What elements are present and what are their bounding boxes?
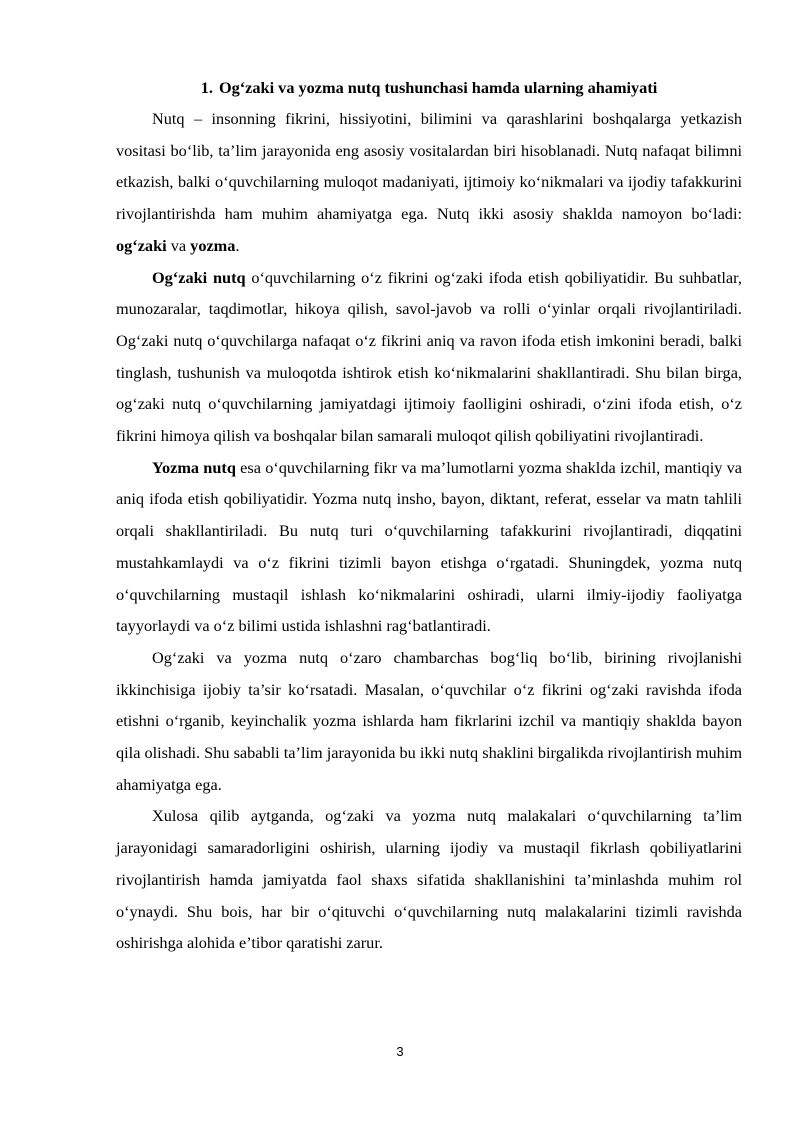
paragraph-text: va xyxy=(166,235,191,255)
paragraph-intro xyxy=(116,103,742,262)
paragraph-text: esa o‘quvchilarning fikr va ma’lumotlarni yozma shaklda izchil, mantiqiy va aniq ifoda etish qobiliyatidir. Yozma nutq insho, bayon, diktant, referat, esselar va matn tahlili orqali shakllantiriladi. Bu nutq turi o‘quvchilarning tafakkurini rivojlantiradi, diqqatini mustahkamlaydi va o‘z fikrini tizimli bayon etishga o‘rgatadi. Shuningdek, yozma nutq o‘quvchilarning mustaqil ishlash ko‘nikmalarini oshiradi, ularni ilmiy-ijodiy faoliyatga tayyorlaydi va o‘z bilimi ustida ishlashni rag‘batlantiradi. xyxy=(116,457,742,636)
paragraph-oral-speech xyxy=(116,262,742,452)
bold-term: Og‘zaki nutq xyxy=(152,267,246,287)
paragraph-text: . xyxy=(235,235,240,255)
section-heading xyxy=(116,72,742,103)
bold-term-written: yozma xyxy=(190,235,236,255)
paragraph-text: Nutq – insonning fikrini, hissiyotini, bilimini va qarashlarini boshqalarga yetkazish vositasi bo‘lib, ta’lim jarayonida eng asosiy vositalardan biri hisoblanadi. Nutq nafaqat bilimni etkazish, balki o‘quvchilarning muloqot madaniyati, ijtimoiy ko‘nikmalari va ijodiy tafakkurini rivojlantirishda ham muhim ahamiyatga ega. Nutq ikki asosiy shaklda namoyon bo‘ladi: xyxy=(116,109,742,224)
paragraph-relationship: Og‘zaki va yozma nutq o‘zaro chambarchas bog‘liq bo‘lib, birining rivojlanishi ikkinchisiga ijobiy ta’sir ko‘rsatadi. Masalan, o‘quvchilar o‘z fikrini og‘zaki ravishda ifoda etishni o‘rganib, keyinchalik yozma ishlarda ham fikrlarini izchil va mantiqiy shaklda bayon qila olishadi. Shu sababli ta’lim jarayonida bu ikki nutq shaklini birgalikda rivojlantirish muhim ahamiyatga ega. xyxy=(116,647,742,794)
paragraph-text: o‘quvchilarning o‘z fikrini og‘zaki ifoda etish qobiliyatidir. Bu suhbatlar, munozaralar, taqdimotlar, hikoya qilish, savol-javob va rolli o‘yinlar orqali rivojlantiriladi. Og‘zaki nutq o‘quvchilarga nafaqat o‘z fikrini aniq va ravon ifoda etish imkonini beradi, balki tinglash, tushunish va muloqotda ishtirok etish ko‘nikmalarini shakllantiradi. Shu bilan birga, og‘zaki nutq o‘quvchilarning jamiyatdagi ijtimoiy faolligini oshiradi, o‘zini ifoda etish, o‘z fikrini himoya qilish va boshqalar bilan samarali muloqot qilish qobiliyatini rivojlantiradi. xyxy=(116,267,742,446)
bold-term-oral: og‘zaki xyxy=(116,235,167,255)
section-title: Og‘zaki va yozma nutq tushunchasi hamda ularning ahamiyati xyxy=(218,78,658,97)
page-number: 3 xyxy=(396,1044,404,1059)
section-number: 1. xyxy=(200,78,213,97)
document-page xyxy=(116,72,742,959)
paragraph-conclusion: Xulosa qilib aytganda, og‘zaki va yozma nutq malakalari o‘quvchilarning ta’lim jarayonidagi samaradorligini oshirish, ularning ijodiy va mustaqil fikrlash qobiliyatlarini rivojlantirish hamda jamiyatda faol shaxs sifatida shakllanishini ta’minlashda muhim rol o‘ynaydi. Shu bois, har bir o‘qituvchi o‘quvchilarning nutq malakalarini tizimli ravishda oshirishga alohida e’tibor qaratishi zarur. xyxy=(116,806,742,953)
bold-term: Yozma nutq xyxy=(152,457,236,477)
paragraph-written-speech xyxy=(116,452,742,642)
